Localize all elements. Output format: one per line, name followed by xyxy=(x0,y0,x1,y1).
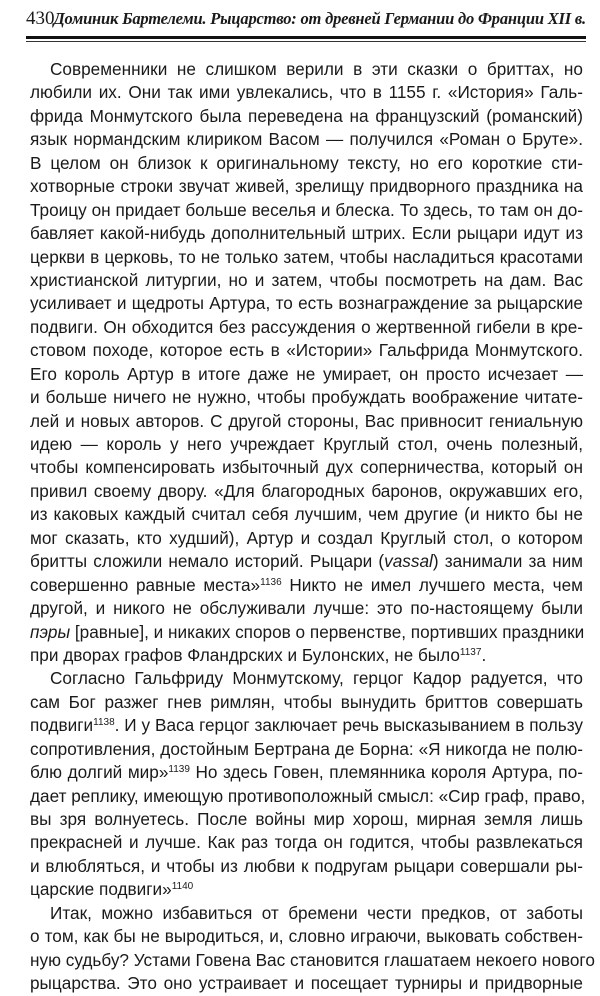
running-title: Доминик Бартелеми. Рыцарство: от древней Германии до Франции XII в. xyxy=(53,9,586,28)
text-line xyxy=(30,621,583,644)
text-line xyxy=(30,925,583,948)
text-line xyxy=(30,81,583,104)
footnote-ref: 1139 xyxy=(168,764,190,776)
text-line xyxy=(30,292,583,315)
text-run: усиливает и щедроты Артура, то есть вознаграждение за рыцарские xyxy=(30,293,583,314)
text-line xyxy=(30,410,583,433)
text-line xyxy=(30,785,586,808)
text-line xyxy=(30,902,583,925)
text-line xyxy=(30,105,583,128)
text-line xyxy=(30,597,583,620)
text-run: фрида Монмутского была переведена на французский (романский) xyxy=(30,105,583,126)
text-run: и больше ничего не нужно, чтобы пробуждать воображение читате- xyxy=(30,387,583,408)
text-line xyxy=(30,574,583,597)
text-run: привил своему двору. «Для благородных баронов, окружавших его, xyxy=(30,480,583,501)
page-body-text xyxy=(30,58,595,996)
text-run: [равные], и никаких споров о первенстве, портивших праздники xyxy=(70,621,585,642)
text-line xyxy=(30,433,583,456)
footnote-ref: 1136 xyxy=(260,576,282,588)
text-line xyxy=(30,550,583,573)
text-line xyxy=(30,878,583,901)
text-run: лей и новых авторов. С другой стороны, Вас привносит гениальную xyxy=(30,410,583,431)
text-line xyxy=(30,738,583,761)
text-run: Итак, можно избавиться от бремени чести предков, от заботы xyxy=(50,902,583,923)
text-run: сопротивления, достойным Бертрана де Борна: «Я никогда не полю- xyxy=(30,738,583,759)
footnote-ref: 1137 xyxy=(459,646,482,658)
text-run: мог сказать, кто худший), Артур и создал Круглый стол, о котором xyxy=(30,527,583,548)
text-line xyxy=(30,503,583,526)
text-line xyxy=(30,128,583,151)
text-run: Никто не имел лучшего места, чем xyxy=(281,574,583,595)
text-line xyxy=(30,316,583,339)
text-run: прекрасней и лучше. Как раз тогда он годится, чтобы развлекаться xyxy=(30,832,583,853)
text-line xyxy=(30,175,583,198)
text-run: ) занимали за ним xyxy=(432,551,583,572)
text-run: ную судьбу? Устами Говена Вас становится глашатаем некоего нового xyxy=(30,949,595,970)
text-line xyxy=(30,58,583,81)
text-run: бавляет какой-нибудь дополнительный штрих. Если рыцари идут из xyxy=(30,223,583,244)
text-run: о том, как бы не выродиться, и, словно играючи, выковать собствен- xyxy=(30,926,583,947)
text-run: совершенно равные места» xyxy=(30,574,261,595)
header-rule-thick xyxy=(26,36,586,39)
text-run: Современники не слишком верили в эти сказки о бриттах, но xyxy=(50,59,583,79)
text-line xyxy=(30,246,583,269)
text-run: царские подвиги» xyxy=(30,879,172,900)
text-run: . xyxy=(481,644,487,665)
text-line xyxy=(30,808,583,831)
text-run: бритты сложили немало историй. Рыцари ( xyxy=(30,551,385,572)
text-run: . И у Васа герцог заключает речь высказыванием в пользу xyxy=(114,715,583,736)
text-run: Троицу он придает больше веселья и блеска. То здесь, то там он до- xyxy=(30,199,583,220)
text-line xyxy=(30,714,583,737)
text-run: христианской литургии, но и затем, чтобы посмотреть на дам. Вас xyxy=(30,269,583,290)
text-line xyxy=(30,761,583,784)
text-run: Но здесь Говен, племянника короля Артура, по- xyxy=(189,762,583,783)
page-number: 430 xyxy=(26,8,55,29)
text-run: подвиги xyxy=(30,715,94,736)
text-line xyxy=(30,363,583,386)
text-line xyxy=(30,222,583,245)
text-run: язык нормандским клириком Васом — получился «Роман о Бруте». xyxy=(30,129,583,150)
text-line xyxy=(30,199,583,222)
text-line xyxy=(30,972,583,995)
text-run: дает реплику, имеющую противоположный смысл: «Сир граф, право, xyxy=(30,785,586,806)
text-line xyxy=(30,386,583,409)
text-line xyxy=(30,480,583,503)
text-line xyxy=(30,456,583,479)
text-run: и влюбляться, и чтобы из любви к подругам рыцари совершали ры- xyxy=(30,855,583,876)
text-run: из каковых каждый считал себя лучшим, чем другие (и никто бы не xyxy=(30,504,583,525)
text-line xyxy=(30,527,583,550)
text-run: чтобы компенсировать избыточный дух соперничества, который он xyxy=(30,457,583,478)
text-run: идею — король у него учреждает Круглый стол, очень полезный, xyxy=(30,434,583,454)
text-run: Согласно Гальфриду Монмутскому, герцог Кадор радуется, что xyxy=(50,668,583,689)
text-line xyxy=(30,831,583,854)
text-run: В целом он близок к оригинальному тексту, но его короткие сти- xyxy=(30,152,583,173)
text-line xyxy=(30,644,583,667)
text-line xyxy=(30,691,583,714)
footnote-ref: 1138 xyxy=(93,717,115,729)
text-line xyxy=(30,949,595,972)
text-run: хотворные строки звучат живей, зрелищу придворного праздника на xyxy=(30,176,583,197)
italic-text: пэры xyxy=(30,621,71,642)
italic-text: vassal xyxy=(384,551,433,572)
text-run: стовом походе, которое есть в «Истории» Гальфрида Монмутского. xyxy=(30,340,583,361)
text-line xyxy=(30,667,583,690)
text-line xyxy=(30,269,583,292)
text-line xyxy=(30,152,583,175)
text-run: подвиги. Он обходится без рассуждения о жертвенной гибели в кре- xyxy=(30,316,583,337)
text-run: рыцарства. Это оно устраивает и посещает турниры и придворные xyxy=(30,973,583,994)
text-run: другой, и никого не обслуживали лучше: это по-настоящему были xyxy=(30,598,583,619)
text-run: церкви в церковь, то не только затем, чтобы насладиться красотами xyxy=(30,246,583,267)
footnote-ref: 1140 xyxy=(171,881,194,893)
text-run: сам Бог разжег гнев римлян, чтобы вынудить бриттов совершать xyxy=(30,691,583,712)
text-run: любили их. Они так ими увлекались, что в 1155 г. «История» Галь- xyxy=(30,82,583,103)
running-header xyxy=(26,4,586,28)
text-line xyxy=(30,855,583,878)
text-run: при дворах графов Фландрских и Булонских, не было xyxy=(30,644,460,665)
text-run: блю долгий мир» xyxy=(30,762,169,783)
text-run: Его король Артур в итоге даже не умирает, он просто исчезает — xyxy=(30,363,583,384)
header-rule-thin xyxy=(26,41,586,42)
text-run: вы зря волнуетесь. После войны мир хорош, мирная земля лишь xyxy=(30,809,583,829)
text-line xyxy=(30,339,583,362)
